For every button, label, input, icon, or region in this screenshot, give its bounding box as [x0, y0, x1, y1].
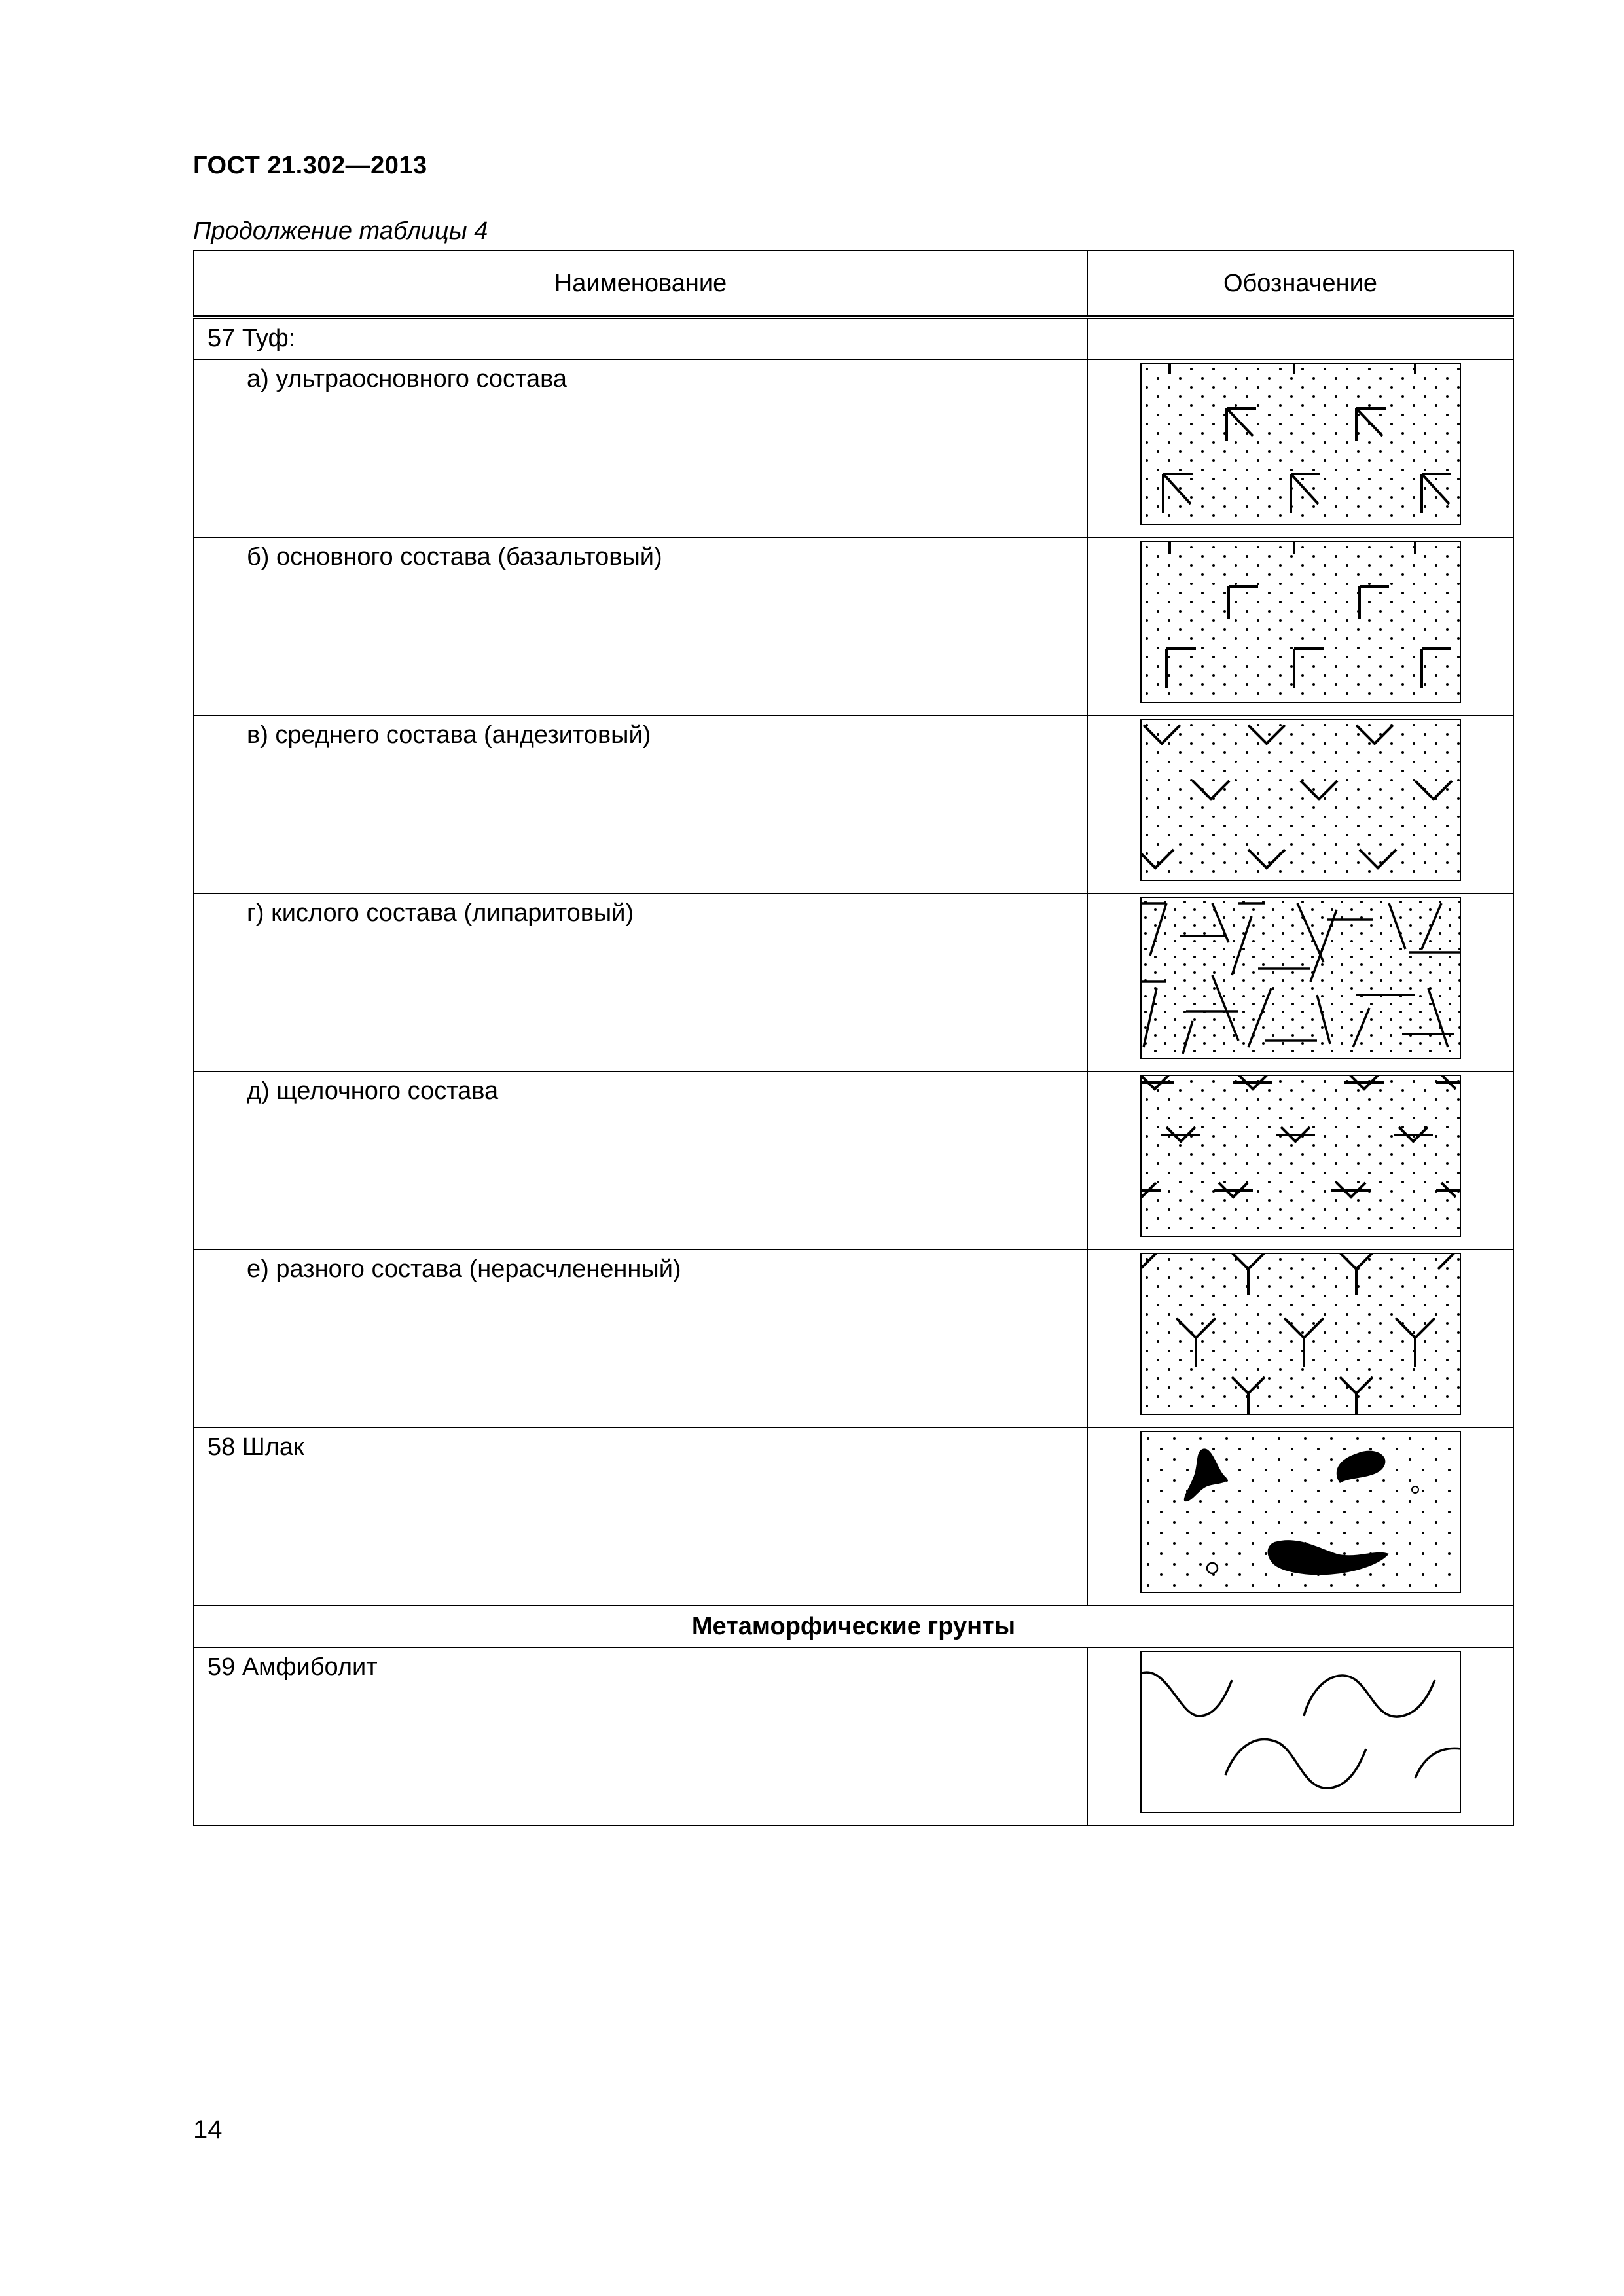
- symbol-cell: [1087, 1427, 1513, 1605]
- symbol-cell: [1087, 893, 1513, 1071]
- tuff-alkaline-pattern: [1140, 1075, 1461, 1237]
- table-row: [194, 359, 1513, 537]
- tuff-ultrabasic-pattern: [1140, 363, 1461, 525]
- table-row: [194, 893, 1513, 1071]
- document-title: ГОСТ 21.302—2013: [193, 152, 427, 179]
- table-row: [194, 1427, 1513, 1605]
- symbols-table: [193, 250, 1514, 1826]
- symbol-cell: [1087, 537, 1513, 715]
- empty-symbol-cell: [1087, 317, 1513, 359]
- section-title: Метаморфические грунты: [194, 1605, 1513, 1647]
- table-row-57: [194, 317, 1513, 359]
- section-row: [194, 1605, 1513, 1647]
- tuff-mixed-pattern: [1140, 1253, 1461, 1415]
- tuff-acid-pattern: [1140, 897, 1461, 1059]
- col-header-name: Наименование: [194, 251, 1087, 317]
- col-header-symbol: Обозначение: [1087, 251, 1513, 317]
- row-label: г) кислого состава (липаритовый): [194, 893, 1087, 1071]
- table-row: [194, 537, 1513, 715]
- row-label: в) среднего состава (андезитовый): [194, 715, 1087, 893]
- row-label: а) ультраосновного состава: [194, 359, 1087, 537]
- symbol-cell: [1087, 1249, 1513, 1427]
- tuff-basic-pattern: [1140, 541, 1461, 703]
- row-label: 58 Шлак: [194, 1427, 1087, 1605]
- row-label: 59 Амфиболит: [194, 1647, 1087, 1825]
- row-label: е) разного состава (нерасчлененный): [194, 1249, 1087, 1427]
- row-label: б) основного состава (базальтовый): [194, 537, 1087, 715]
- table-row: [194, 1249, 1513, 1427]
- group-label-tuff: 57 Туф:: [194, 317, 1087, 359]
- table-row: [194, 715, 1513, 893]
- tuff-intermediate-pattern: [1140, 719, 1461, 881]
- amphibolite-pattern: [1140, 1651, 1461, 1813]
- table-header-row: [194, 251, 1513, 317]
- symbol-cell: [1087, 359, 1513, 537]
- page-number: 14: [193, 2115, 223, 2144]
- row-label: д) щелочного состава: [194, 1071, 1087, 1249]
- slag-pattern: [1140, 1431, 1461, 1593]
- table-row: [194, 1071, 1513, 1249]
- symbol-cell: [1087, 715, 1513, 893]
- symbol-cell: [1087, 1647, 1513, 1825]
- symbol-cell: [1087, 1071, 1513, 1249]
- table-caption: Продолжение таблицы 4: [193, 217, 488, 245]
- table-row: [194, 1647, 1513, 1825]
